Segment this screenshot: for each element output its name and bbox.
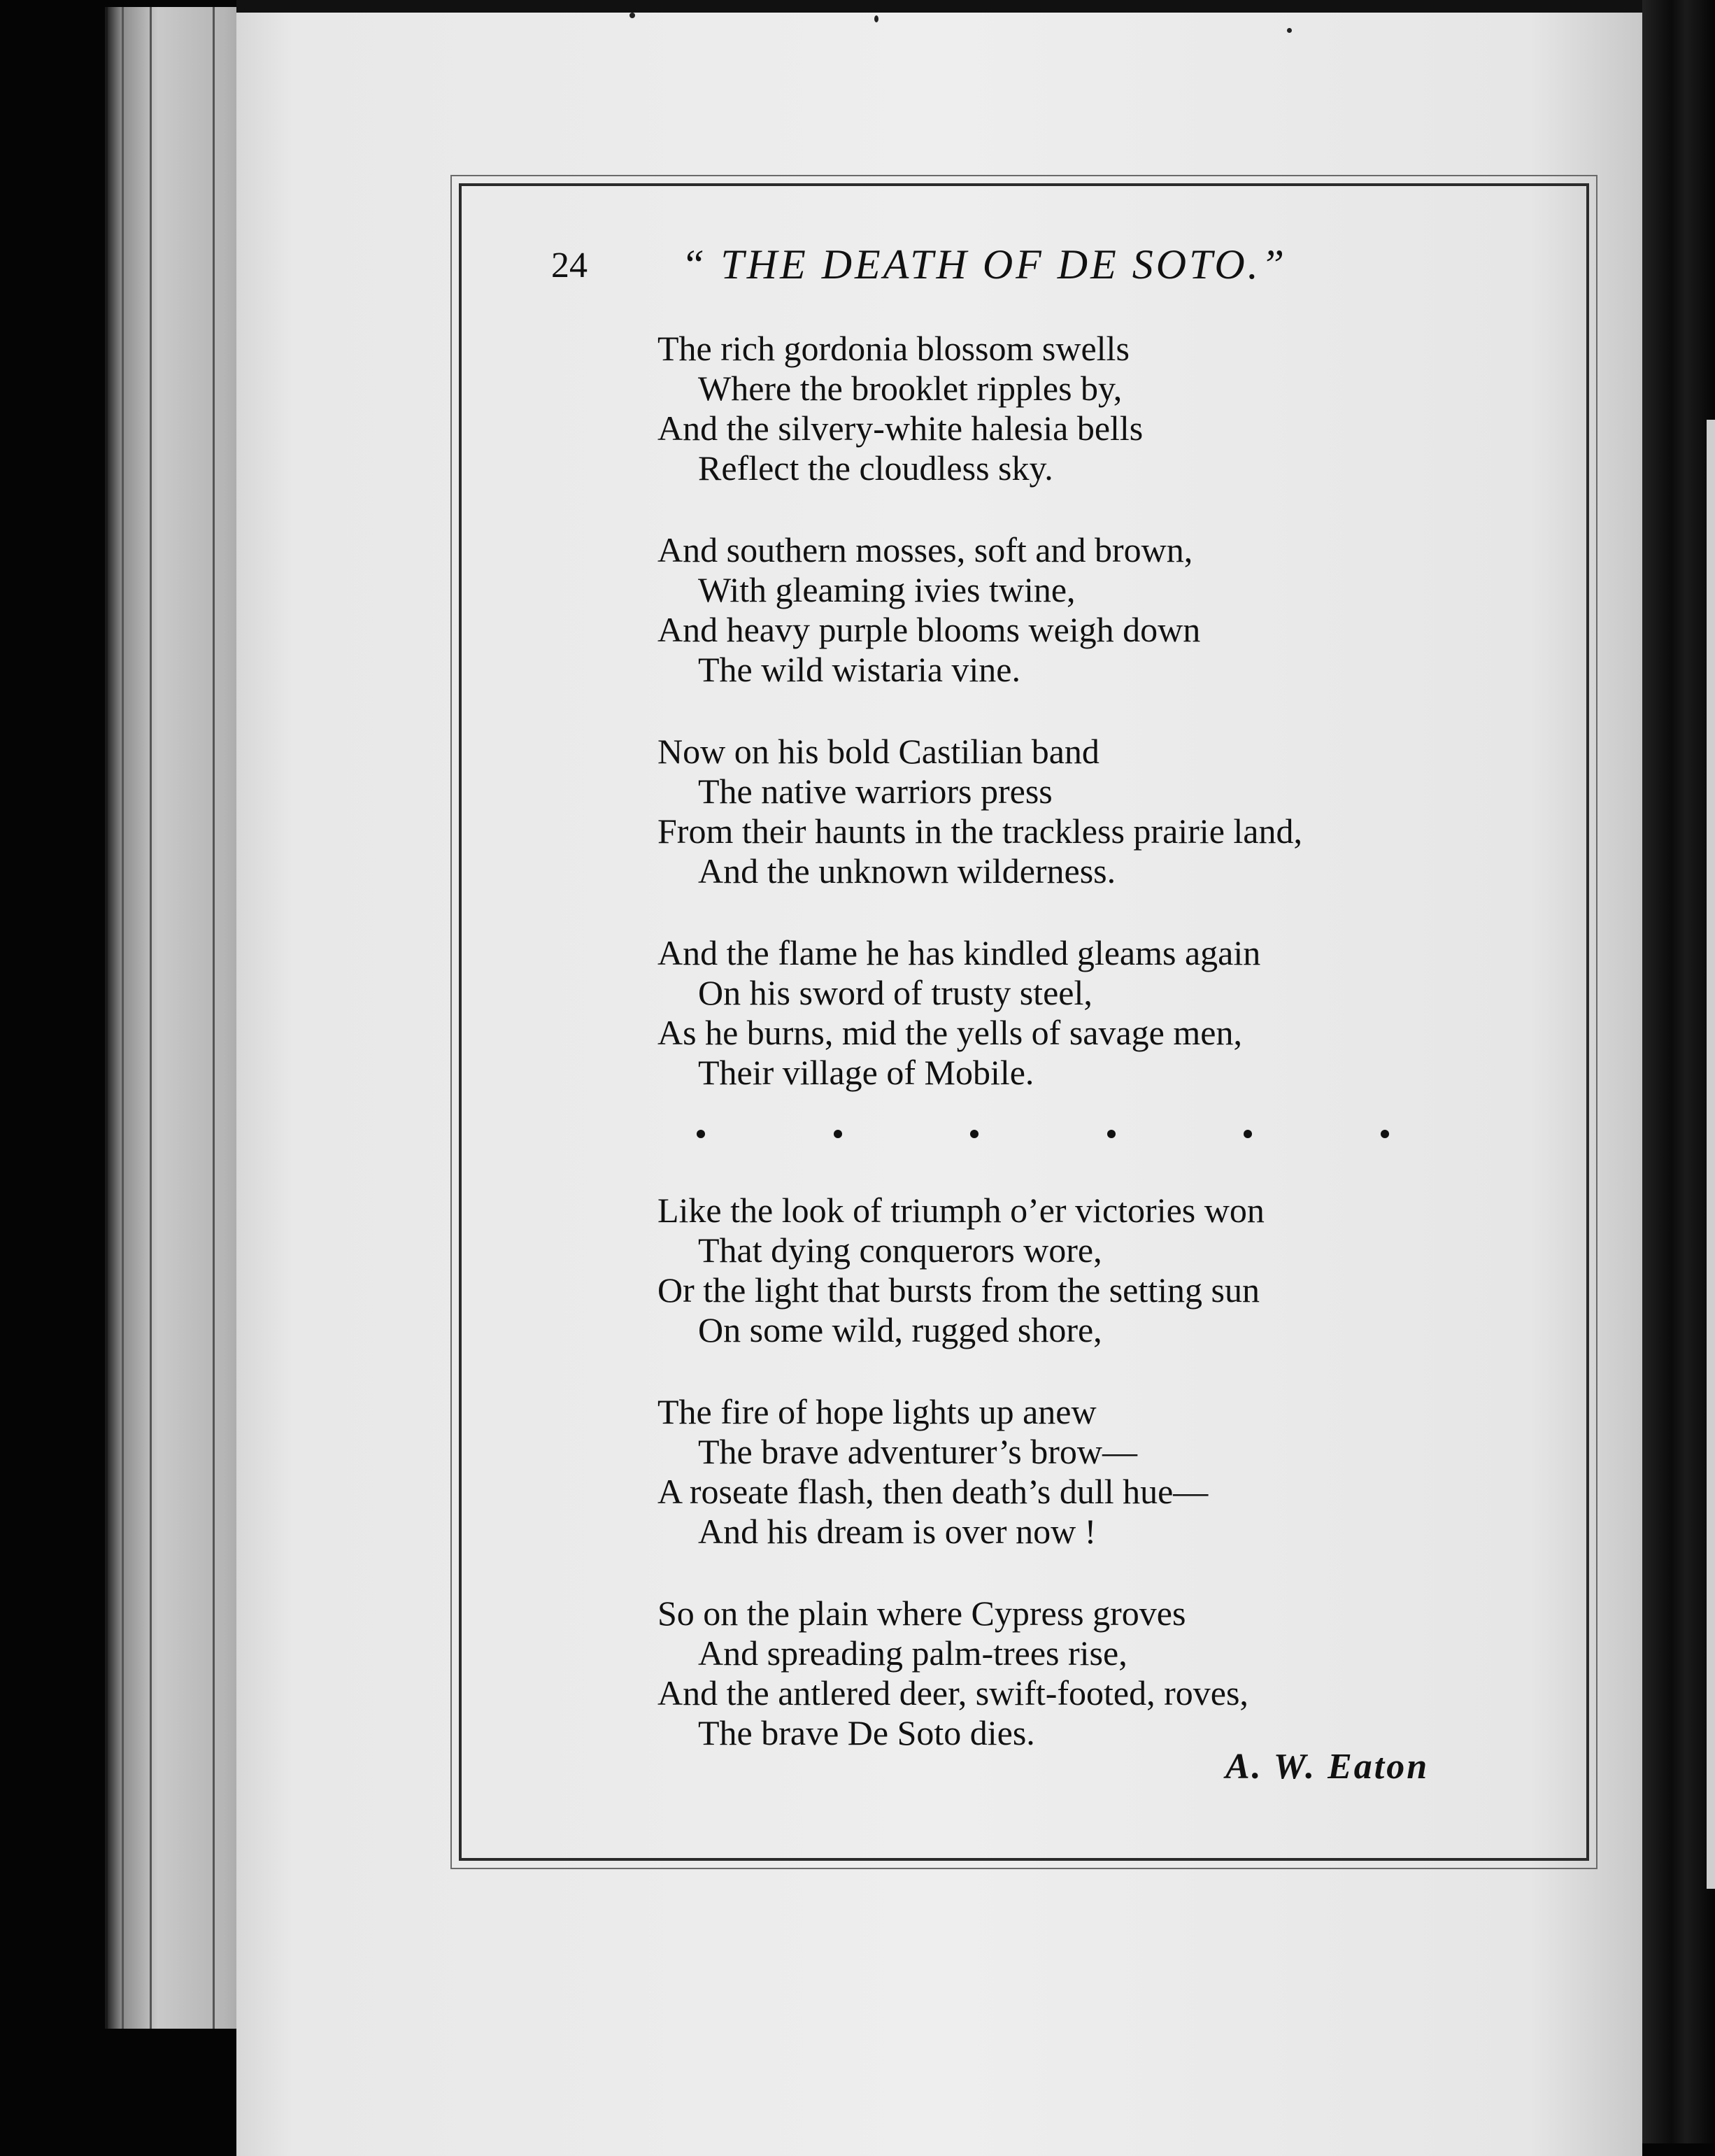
- poem-line: On his sword of trusty steel,: [698, 973, 1093, 1012]
- poem-line: With gleaming ivies twine,: [698, 570, 1076, 609]
- ellipsis-dot: [697, 1130, 705, 1138]
- poem-line: Now on his bold Castilian band: [657, 732, 1100, 771]
- poem-body: [657, 329, 1497, 1795]
- poem-line: And his dream is over now !: [698, 1512, 1097, 1551]
- poem-line: Like the look of triumph o’er victories won: [657, 1191, 1265, 1230]
- poem-line: And southern mosses, soft and brown,: [657, 530, 1193, 569]
- poem-line: A roseate flash, then death’s dull hue—: [657, 1472, 1209, 1511]
- poem-title: “ THE DEATH OF DE SOTO.”: [681, 241, 1288, 288]
- ellipsis-dot: [1107, 1130, 1116, 1138]
- poem-line: That dying conquerors wore,: [698, 1231, 1102, 1270]
- poem-line: The brave De Soto dies.: [698, 1713, 1035, 1752]
- poem-line: Where the brooklet ripples by,: [698, 369, 1123, 408]
- poem-line: And the flame he has kindled gleams again: [657, 933, 1261, 972]
- stanza: [657, 530, 1497, 690]
- stanza: [657, 329, 1497, 488]
- poem-line: The wild wistaria vine.: [698, 650, 1020, 689]
- ellipsis-dot: [834, 1130, 842, 1138]
- poem-line: And the silvery-white halesia bells: [657, 409, 1144, 448]
- poem-line: From their haunts in the trackless prairie land,: [657, 811, 1302, 851]
- print-speck: [1287, 28, 1292, 33]
- poem-line: The rich gordonia blossom swells: [657, 329, 1130, 368]
- ellipsis-dot: [1381, 1130, 1389, 1138]
- poem-line: Reflect the cloudless sky.: [698, 448, 1053, 488]
- section-break-dots: [697, 1130, 1389, 1138]
- stanza: [657, 1594, 1497, 1753]
- poem-line: On some wild, rugged shore,: [698, 1310, 1102, 1349]
- next-page-edge: [1707, 420, 1715, 1889]
- page-header: [551, 241, 1432, 304]
- author-signature: A. W. Eaton: [1225, 1747, 1430, 1787]
- poem-line: As he burns, mid the yells of savage men,: [657, 1013, 1242, 1052]
- stanza: [657, 1392, 1497, 1552]
- poem-line: The brave adventurer’s brow—: [698, 1432, 1138, 1471]
- poem-line: Or the light that bursts from the setting sun: [657, 1270, 1260, 1310]
- poem-line: And heavy purple blooms weigh down: [657, 610, 1201, 649]
- poem-line: The fire of hope lights up anew: [657, 1392, 1097, 1431]
- poem-line: So on the plain where Cypress groves: [657, 1594, 1186, 1633]
- poem-line: Their village of Mobile.: [698, 1053, 1034, 1092]
- stanza: [657, 732, 1497, 891]
- poem-line: The native warriors press: [698, 772, 1053, 811]
- page-number: 24: [551, 246, 588, 285]
- page-gutter-shadow: [1642, 0, 1715, 2143]
- poem-line: And spreading palm-trees rise,: [698, 1633, 1127, 1673]
- ellipsis-dot: [970, 1130, 979, 1138]
- print-speck: [874, 15, 878, 22]
- stanza: [657, 933, 1497, 1093]
- poem-line: And the antlered deer, swift-footed, roves,: [657, 1673, 1248, 1712]
- poem-line: And the unknown wilderness.: [698, 851, 1116, 891]
- ellipsis-dot: [1244, 1130, 1252, 1138]
- print-speck: [629, 13, 635, 18]
- stanza: [657, 1191, 1497, 1350]
